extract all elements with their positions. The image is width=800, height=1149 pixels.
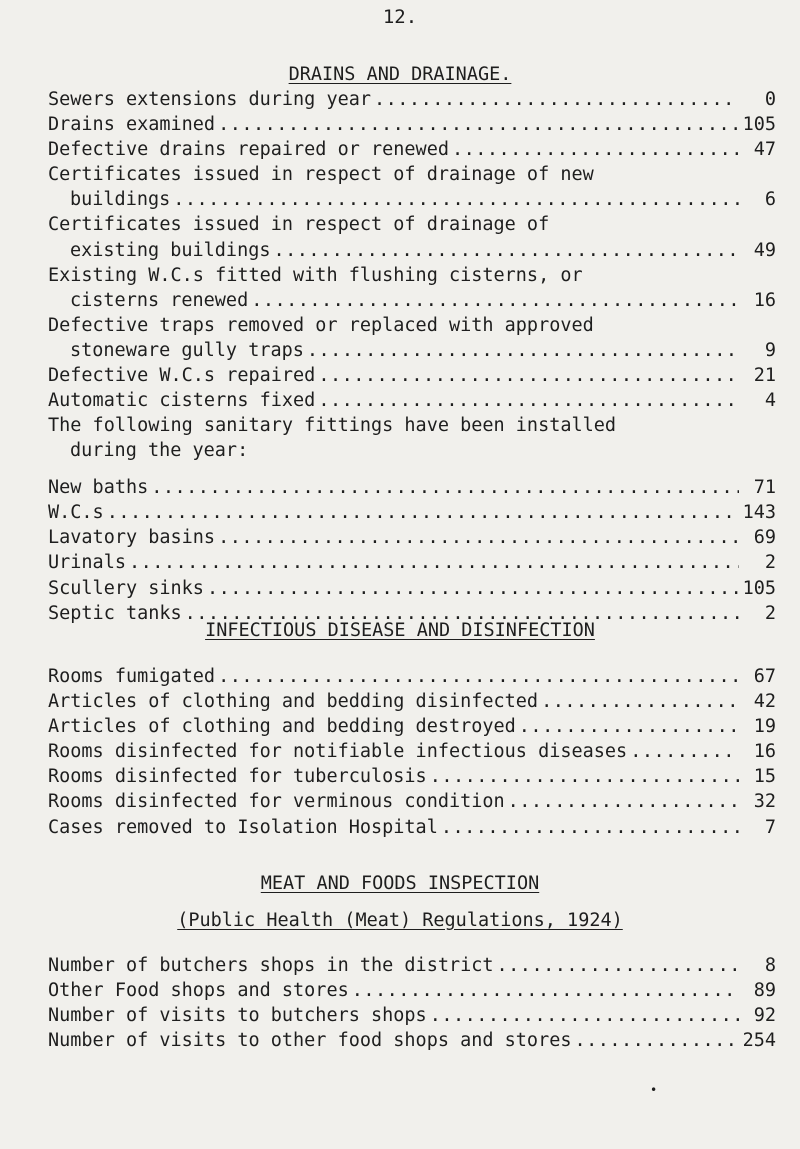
list-item-line: Existing W.C.s fitted with flushing cisterns, or — [48, 264, 583, 286]
list-item: Rooms disinfected for verminous condition ..... 32 — [48, 789, 776, 814]
list-item-line: Certificates issued in respect of drainage of — [48, 214, 550, 236]
fittings-intro-2: during the year: — [70, 440, 249, 462]
list-item-line: Certificates issued in respect of drainage of new — [48, 164, 594, 186]
list-item: Defective drains repaired or renewed ..... 47 — [48, 137, 776, 162]
list-item: New baths ..... 71 — [48, 475, 776, 500]
list-item: Rooms disinfected for tuberculosis ..... 15 — [48, 764, 776, 789]
list-item: Drains examined ..... 105 — [48, 112, 776, 137]
list-item: Automatic cisterns fixed ..... 4 — [48, 388, 776, 413]
list-item: Rooms disinfected for notifiable infectious diseases ..... 16 — [48, 739, 776, 764]
fittings-intro: The following sanitary fittings have been installed — [48, 415, 617, 436]
infectious-heading: INFECTIOUS DISEASE AND DISINFECTION — [205, 620, 595, 641]
list-item: W.C.s ..... 143 — [48, 500, 776, 525]
list-item: Rooms fumigated ..... 67 — [48, 664, 776, 689]
list-item: Articles of clothing and bedding destroyed ..... 19 — [48, 714, 776, 739]
drains-list — [48, 87, 776, 413]
list-item: Urinals ..... 2 — [48, 550, 776, 575]
list-item: Number of butchers shops in the district ..... 8 — [48, 953, 776, 978]
drains-heading: DRAINS AND DRAINAGE. — [288, 64, 512, 85]
infectious-list — [48, 664, 776, 840]
list-item: Cases removed to Isolation Hospital ..... 7 — [48, 815, 776, 840]
list-item: buildings ..... 6 — [48, 187, 776, 212]
list-item: Articles of clothing and bedding disinfected ..... 42 — [48, 689, 776, 714]
list-item: Defective W.C.s repaired ..... 21 — [48, 363, 776, 388]
fittings-list — [48, 413, 776, 626]
list-item-line: Defective traps removed or replaced with approved — [48, 314, 594, 336]
meat-list — [48, 953, 776, 1053]
list-item: stoneware gully traps ..... 9 — [48, 338, 776, 363]
list-item: Other Food shops and stores ..... 89 — [48, 978, 776, 1003]
list-item: Sewers extensions during year ..... 0 — [48, 87, 776, 112]
list-item: Septic tanks ..... 2 — [48, 601, 776, 626]
list-item: Number of visits to other food shops and stores ..... 254 — [48, 1028, 776, 1053]
list-item: Lavatory basins ..... 69 — [48, 525, 776, 550]
list-item: Scullery sinks ..... 105 — [48, 576, 776, 601]
stray-mark: • — [650, 1083, 658, 1097]
list-item: existing buildings ..... 49 — [48, 238, 776, 263]
list-item: cisterns renewed ..... 16 — [48, 288, 776, 313]
page-number: 12. — [382, 6, 418, 28]
meat-subheading: (Public Health (Meat) Regulations, 1924) — [177, 910, 623, 931]
list-item: Number of visits to butchers shops ..... 92 — [48, 1003, 776, 1028]
meat-heading: MEAT AND FOODS INSPECTION — [260, 873, 540, 894]
